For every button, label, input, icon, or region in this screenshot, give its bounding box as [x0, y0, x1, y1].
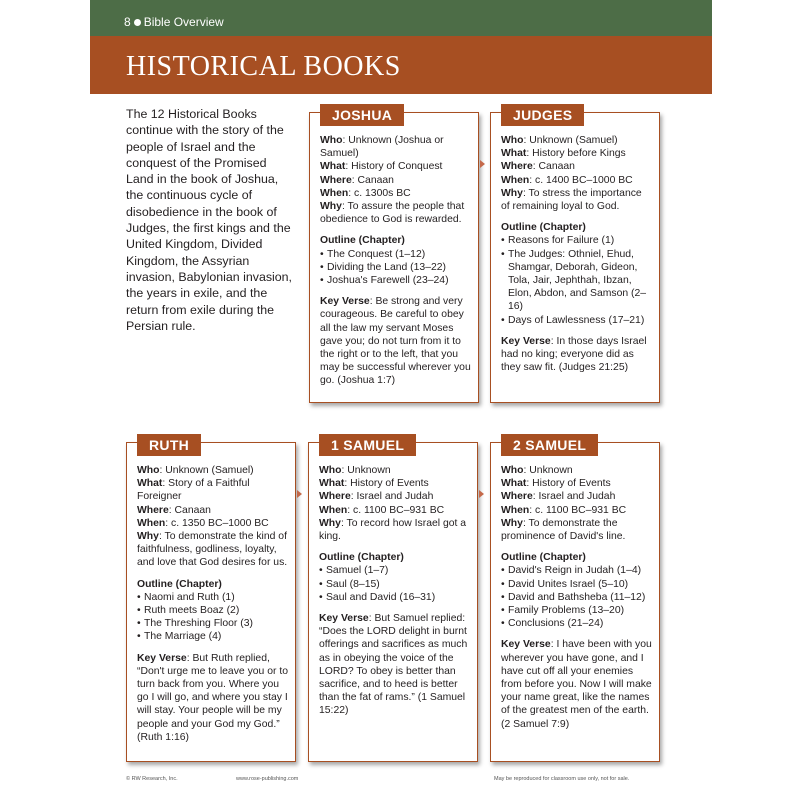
key-verse: : In those days Israel had no king; everyone did as they saw fit. (Judges 21:25) [501, 335, 647, 374]
card-why: : To record how Israel got a king. [319, 517, 467, 543]
list-item: • Saul and David (16–31) [319, 591, 471, 604]
page-title: HISTORICAL BOOKS [126, 51, 401, 82]
card-body: Who: Unknown (Samuel) What: Story of a Faithful Foreigner Where: Canaan When: c. 1350 BC–1000 BC Why: To demonstrate the kind of faithfulness, godliness, loyalty, and love that God desires for us. Outline (Chapter) • Naomi and Ruth (1) • Ruth meets Boaz (2) • The Threshing Floor (3) • The Marriage (4) Key Verse: But Ruth replied, “Don't urge me to leave you or to turn back from you. Where you go I will go, and where you stay I will stay. Your people will be my people and your God my God.” (Ruth 1:16) [137, 464, 289, 744]
outline-heading: Outline (Chapter) [501, 222, 586, 234]
list-item: • Samuel (1–7) [319, 564, 471, 577]
card-who: : Unknown (Joshua or Samuel) [320, 135, 444, 160]
list-item: • David Unites Israel (5–10) [501, 578, 653, 591]
outline-list [319, 564, 471, 604]
card-where: : Israel and Judah [532, 491, 616, 503]
card-title: JUDGES [501, 104, 584, 126]
footer-website: www.rose-publishing.com [236, 776, 299, 782]
outline-heading: Outline (Chapter) [320, 235, 405, 247]
card-ruth [126, 437, 296, 762]
card-why: : To demonstrate the kind of faithfulness, godliness, loyalty, and love that God desires for us. [137, 531, 288, 569]
list-item: • David's Reign in Judah (1–4) [501, 564, 653, 577]
outline-list [320, 248, 472, 288]
card-who: : Unknown [523, 465, 573, 476]
card-body: Who: Unknown What: History of Events Where: Israel and Judah When: c. 1100 BC–931 BC Why: To record how Israel got a king. Outline (Chapter) • Samuel (1–7) • Saul (8–15) • Saul and David (16–31) Key Verse: But Samuel replied: “Does the LORD delight in burnt offerings and sacrifices as much as in obeying the voice of the LORD? To obey is better than sacrifice, and to heed is better than the fat of rams.” (1 Samuel 15:22) [319, 464, 471, 718]
card-what: : History of Events [526, 478, 611, 490]
list-item: • Naomi and Ruth (1) [137, 591, 289, 604]
card-title: JOSHUA [320, 104, 404, 126]
key-verse: : I have been with you wherever you have gone, and I have cut off all your enemies from before you. Now I will make your name great, like the names of the greatest men of the earth. (2 Samuel 7:9) [501, 639, 652, 730]
list-item: • Conclusions (21–24) [501, 617, 653, 630]
outline-heading: Outline (Chapter) [501, 552, 586, 564]
list-item: • The Conquest (1–12) [320, 248, 472, 261]
outline-list [137, 591, 289, 644]
card-where: : Israel and Judah [350, 491, 434, 503]
card-body: Who: Unknown (Samuel) What: History before Kings Where: Canaan When: c. 1400 BC–1000 BC Why: To stress the importance of remaining loyal to God. Outline (Chapter) • Reasons for Failure (1) • The Judges: Othniel, Ehud, Shamgar, Deborah, Gideon, Tola, Jair, Jephthah, Ibzan, Elon, Abdon, and Samson (2–16) • Days of Lawlessness (17–21) Key Verse: In those days Israel had no king; everyone did as they saw fit. (Judges 21:25) [501, 134, 653, 374]
card-body: Who: Unknown What: History of Events Where: Israel and Judah When: c. 1100 BC–931 BC Why: To demonstrate the prominence of David's line. Outline (Chapter) • David's Reign in Judah (1–4) • David Unites Israel (5–10) • David and Bathsheba (11–12) • Family Problems (13–20) • Conclusions (21–24) Key Verse: I have been with you wherever you have gone, and I have cut off all your enemies from before you. Now I will make your name great, like the names of the greatest men of the earth. (2 Samuel 7:9) [501, 464, 653, 731]
card-who: : Unknown (Samuel) [523, 135, 618, 146]
page-number: 8 [124, 15, 131, 29]
card-title: 2 SAMUEL [501, 434, 598, 456]
list-item: • Reasons for Failure (1) [501, 234, 653, 247]
card-where: : Canaan [532, 161, 575, 173]
card-2-samuel [490, 437, 660, 762]
arrow-right-icon [297, 490, 302, 498]
bullet-dot-icon [134, 19, 141, 26]
list-item: • The Marriage (4) [137, 630, 289, 643]
list-item: • Dividing the Land (13–22) [320, 261, 472, 274]
card-what: : History before Kings [526, 148, 626, 160]
card-title: RUTH [137, 434, 201, 456]
key-verse: : But Ruth replied, “Don't urge me to leave you or to turn back from you. Where you go I will go, and where you stay I will stay. Your people will be my people and your God my God.” (Ruth 1:16) [137, 652, 288, 743]
key-verse: : But Samuel replied: “Does the LORD delight in burnt offerings and sacrifices as much as in obeying the voice of the LORD? To obey is better than sacrifice, and to heed is better than the fat of rams.” (1 Samuel 15:22) [319, 613, 468, 717]
list-item: • David and Bathsheba (11–12) [501, 591, 653, 604]
card-title: 1 SAMUEL [319, 434, 416, 456]
list-item: • The Threshing Floor (3) [137, 617, 289, 630]
list-item: • Ruth meets Boaz (2) [137, 604, 289, 617]
footer-copyright: © RW Research, Inc. [126, 776, 178, 782]
card-judges [490, 107, 660, 403]
card-who: : Unknown [341, 465, 391, 476]
document-page [90, 0, 712, 800]
intro-paragraph: The 12 Historical Books continue with the story of the people of Israel and the conquest of the Promised Land in the book of Joshua, the continuous cycle of disobedience in the book of Judges, the first kings and the United Kingdom, Divided Kingdom, the Assyrian invasion, Babylonian invasion, the years in exile, and the return from exile during the Persian rule. [126, 107, 293, 333]
card-why: : To stress the importance of remaining loyal to God. [501, 187, 642, 213]
title-band [90, 36, 712, 94]
card-joshua [309, 107, 479, 403]
outline-heading: Outline (Chapter) [137, 578, 222, 590]
key-verse: : Be strong and very courageous. Be careful to obey all the law my servant Moses gave you; do not turn from it to the right or to the left, that you may be successful wherever you go. (Joshua 1:7) [320, 296, 471, 387]
card-what: : Story of a Faithful Foreigner [137, 478, 250, 503]
list-item: • Family Problems (13–20) [501, 604, 653, 617]
outline-list [501, 564, 653, 630]
card-where: : Canaan [351, 174, 394, 186]
arrow-right-icon [479, 490, 484, 498]
card-when: : c. 1350 BC–1000 BC [165, 517, 269, 529]
list-item: • Days of Lawlessness (17–21) [501, 314, 653, 327]
card-when: : c. 1400 BC–1000 BC [529, 174, 633, 186]
card-where: : Canaan [168, 504, 211, 516]
card-when: : c. 1300s BC [348, 187, 411, 199]
card-why: : To assure the people that obedience to God is rewarded. [320, 201, 465, 226]
outline-heading: Outline (Chapter) [319, 552, 404, 564]
list-item: • Saul (8–15) [319, 578, 471, 591]
card-1-samuel [308, 437, 478, 762]
card-body: Who: Unknown (Joshua or Samuel) What: History of Conquest Where: Canaan When: c. 1300s BC Why: To assure the people that obedience to God is rewarded. Outline (Chapter) • The Conquest (1–12) • Dividing the Land (13–22) • Joshua's Farewell (23–24) Key Verse: Be strong and very courageous. Be careful to obey all the law my servant Moses gave you; do not turn from it to the right or to the left, that you may be successful wherever you go. (Joshua 1:7) [320, 134, 472, 388]
card-when: : c. 1100 BC–931 BC [347, 504, 445, 516]
card-when: : c. 1100 BC–931 BC [529, 504, 627, 516]
card-who: : Unknown (Samuel) [159, 465, 254, 476]
card-what: : History of Conquest [345, 161, 443, 173]
arrow-right-icon [480, 160, 485, 168]
card-what: : History of Events [344, 478, 429, 490]
card-why: : To demonstrate the prominence of David's line. [501, 517, 626, 543]
section-name: Bible Overview [143, 15, 224, 29]
footer-notice: May be reproduced for classroom use only, not for sale. [494, 776, 630, 782]
top-band [90, 0, 712, 36]
list-item: • The Judges: Othniel, Ehud, Shamgar, Deborah, Gideon, Tola, Jair, Jephthah, Ibzan, Elon, Abdon, and Samson (2–16) [501, 248, 653, 314]
list-item: • Joshua's Farewell (23–24) [320, 274, 472, 287]
page-header [124, 15, 224, 29]
outline-list [501, 234, 653, 326]
